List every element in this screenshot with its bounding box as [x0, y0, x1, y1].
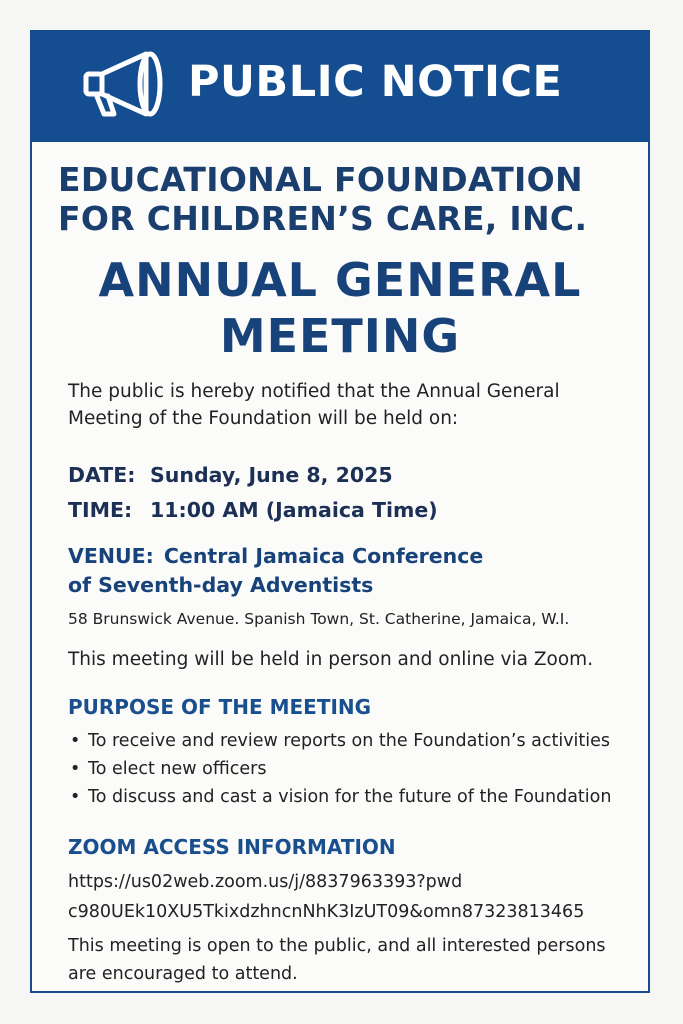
date-value: Sunday, June 8, 2025	[150, 463, 393, 487]
meeting-title	[32, 252, 648, 364]
meeting-title-line-1: ANNUAL GENERAL	[98, 253, 582, 307]
meeting-title-line-2: MEETING	[219, 309, 461, 363]
organization-name	[58, 160, 628, 238]
date-label: DATE:	[68, 463, 136, 487]
purpose-heading: PURPOSE OF THE MEETING	[68, 695, 372, 719]
notice-banner	[32, 32, 648, 142]
list-item: • To receive and review reports on the Foundation’s activities	[68, 727, 648, 755]
time-label: TIME:	[68, 498, 133, 522]
purpose-list	[68, 727, 648, 811]
closing-text: This meeting is open to the public, and all interested persons are encouraged to attend.	[68, 936, 606, 984]
format-note: This meeting will be held in person and online via Zoom.	[68, 649, 594, 670]
organization-line-1: EDUCATIONAL FOUNDATION	[58, 160, 583, 199]
venue-line-2: of Seventh-day Adventists	[68, 573, 374, 597]
time-value: 11:00 AM (Jamaica Time)	[150, 498, 438, 522]
list-item: • To discuss and cast a vision for the future of the Foundation	[68, 783, 648, 811]
zoom-link[interactable]	[68, 867, 648, 927]
intro-text: The public is hereby notified that the Annual General Meeting of the Foundation will be held on:	[68, 381, 560, 429]
megaphone-icon	[82, 48, 172, 126]
date-row	[68, 458, 393, 492]
venue-address: 58 Brunswick Avenue. Spanish Town, St. Catherine, Jamaica, W.I.	[68, 610, 570, 628]
zoom-link-line-1[interactable]: https://us02web.zoom.us/j/8837963393?pwd	[68, 872, 463, 892]
venue-label: VENUE:	[68, 544, 154, 568]
venue-line-1: Central Jamaica Conference	[163, 544, 484, 568]
time-row	[68, 493, 438, 527]
list-item: • To elect new officers	[68, 755, 648, 783]
zoom-heading: ZOOM ACCESS INFORMATION	[68, 835, 396, 859]
organization-line-2: FOR CHILDREN’S CARE, INC.	[58, 199, 588, 238]
banner-title: PUBLIC NOTICE	[188, 57, 563, 107]
public-notice	[30, 30, 650, 993]
venue-block	[68, 542, 628, 600]
zoom-link-line-2[interactable]: c980UEk10XU5TkixdzhncnNhK3IzUT09&omn87323813465	[68, 902, 585, 922]
